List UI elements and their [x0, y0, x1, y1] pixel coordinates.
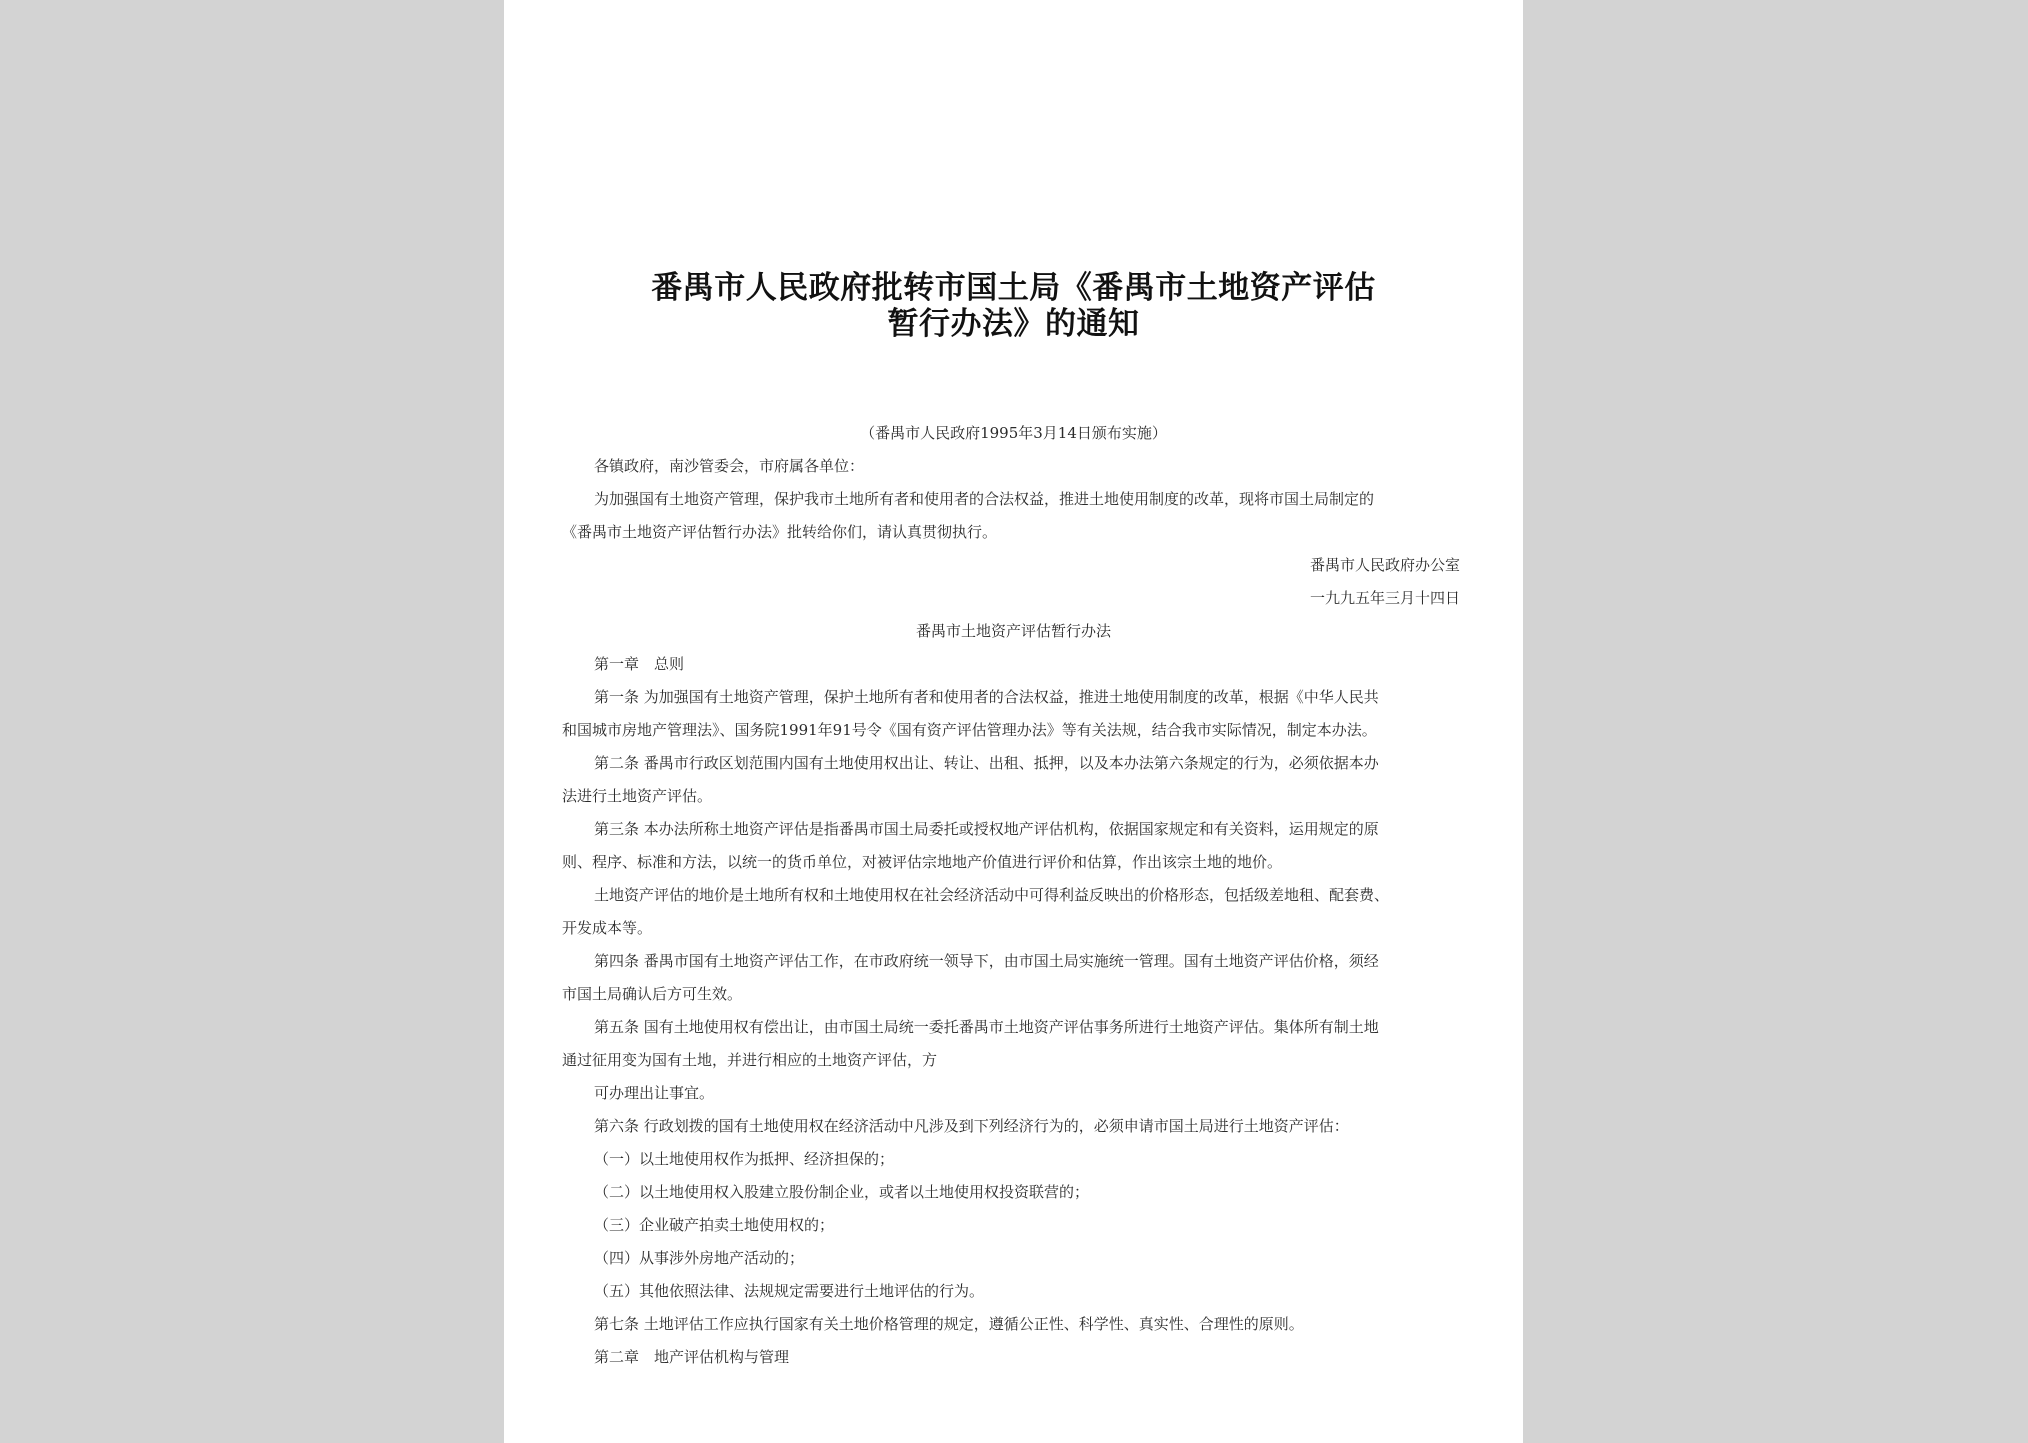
body-line: 法进行土地资产评估。: [562, 787, 713, 805]
body-line: 可办理出让事宜。: [594, 1084, 715, 1102]
body-line: 土地资产评估的地价是土地所有权和土地使用权在社会经济活动中可得利益反映出的价格形态，包括级差地租、配套费、: [594, 886, 1390, 904]
list-item: （四）从事涉外房地产活动的；: [594, 1249, 805, 1267]
body-line: 第七条 土地评估工作应执行国家有关土地价格管理的规定，遵循公正性、科学性、真实性、合理性的原则。: [594, 1315, 1304, 1333]
body-line: 第四条 番禺市国有土地资产评估工作，在市政府统一领导下，由市国土局实施统一管理。国有土地资产评估价格，须经: [594, 952, 1379, 970]
body-line: 通过征用变为国有土地，并进行相应的土地资产评估，方: [562, 1051, 938, 1069]
body-line: 和国城市房地产管理法》、国务院1991年91号令《国有资产评估管理办法》等有关法规，结合我市实际情况，制定本办法。: [562, 721, 1377, 739]
document-title-line-1: 番禺市人民政府批转市国土局《番禺市土地资产评估: [651, 270, 1376, 306]
chapter-heading: 第二章 地产评估机构与管理: [594, 1348, 790, 1366]
intro-paragraph-line: 《番禺市土地资产评估暂行办法》批转给你们，请认真贯彻执行。: [562, 523, 998, 541]
body-line: 第五条 国有土地使用权有偿出让，由市国土局统一委托番禺市土地资产评估事务所进行土地资产评估。集体所有制土地: [594, 1018, 1379, 1036]
list-item: （一）以土地使用权作为抵押、经济担保的；: [594, 1150, 895, 1168]
body-line: 第六条 行政划拨的国有土地使用权在经济活动中凡涉及到下列经济行为的，必须申请市国土局进行土地资产评估：: [594, 1117, 1349, 1135]
body-line: 第三条 本办法所称土地资产评估是指番禺市国土局委托或授权地产评估机构，依据国家规定和有关资料，运用规定的原: [594, 820, 1379, 838]
intro-paragraph-line: 为加强国有土地资产管理，保护我市土地所有者和使用者的合法权益，推进土地使用制度的改革，现将市国土局制定的: [594, 490, 1375, 508]
body-line: 开发成本等。: [562, 919, 653, 937]
salutation: 各镇政府，南沙管委会，市府属各单位：: [594, 457, 865, 475]
issue-note: （番禺市人民政府1995年3月14日颁布实施）: [860, 424, 1167, 442]
document-title-line-2: 暂行办法》的通知: [887, 306, 1140, 342]
subtitle: 番禺市土地资产评估暂行办法: [915, 622, 1111, 640]
document-page: [504, 0, 1523, 1443]
body-line: 第一条 为加强国有土地资产管理，保护土地所有者和使用者的合法权益，推进土地使用制度的改革，根据《中华人民共: [594, 688, 1379, 706]
body-line: 第二条 番禺市行政区划范围内国有土地使用权出让、转让、出租、抵押，以及本办法第六条规定的行为，必须依据本办: [594, 754, 1379, 772]
chapter-heading: 第一章 总则: [594, 655, 685, 673]
signature: 番禺市人民政府办公室: [1309, 556, 1460, 574]
body-line: 则、程序、标准和方法，以统一的货币单位，对被评估宗地地产价值进行评价和估算，作出该宗土地的地价。: [562, 853, 1283, 871]
list-item: （五）其他依照法律、法规规定需要进行土地评估的行为。: [594, 1282, 985, 1300]
list-item: （三）企业破产拍卖土地使用权的；: [594, 1216, 835, 1234]
list-item: （二）以土地使用权入股建立股份制企业，或者以土地使用权投资联营的；: [594, 1183, 1090, 1201]
date: 一九九五年三月十四日: [1309, 589, 1460, 607]
body-line: 市国土局确认后方可生效。: [562, 985, 743, 1003]
